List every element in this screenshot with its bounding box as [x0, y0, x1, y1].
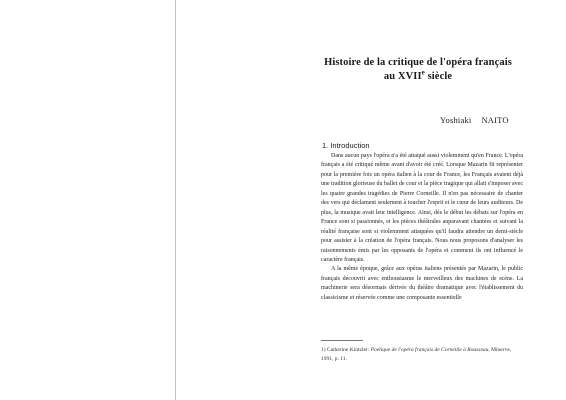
book-spine-line [175, 0, 176, 400]
footnote-author: Catherine Kintzler: [326, 347, 370, 353]
footnote-publisher: Minerve, 1991, p. 11. [321, 347, 512, 362]
author-name [440, 115, 509, 125]
body-text [321, 152, 523, 303]
title-siecle: siècle [424, 71, 453, 82]
title-century: au XVII [383, 71, 422, 82]
title-century-superscript: e [421, 68, 425, 77]
title-line-2 [318, 70, 518, 84]
footnote-divider [321, 340, 363, 341]
section-heading: 1. Introduction [322, 141, 370, 150]
title-line-1: Histoire de la critique de l'opéra français [324, 57, 512, 68]
paragraph-1: Dans aucun pays l'opéra n'a été attaqué aussi violemment qu'en France. L'opéra français a été critiqué même avant d'avoir été créé. Lorsque Mazarin fit représenter pour la première fois un opéra italien à la cour de France, les Français avaient déjà une tradition glorieuse du ballet de cour et la pièce tragique qui allait s'imposer avec les quatre grandes tragédies de Pierre Corneille. Il n'en pas nécessaire de chanter des vers qui déclament seulement à toucher l'esprit et le cœur de leurs auditeurs. De plus, la musique avait leur intelligence. Ainsi, dès le début les débats sur l'opéra en France sont si passionnés, et les pièces théâtrales auparavant chantées et suivant la réalité française sont si violemment attaquées qu'il faudra attendre un demi-siècle pour assister à la création de l'opéra français. Nous nous proposons d'analyser les raisonnements émis par les opposants de l'opéra et comment ils ont influencé le caractère français. [321, 153, 524, 263]
author-first-name: Yoshiaki [440, 115, 472, 125]
author-last-name: NAITO [481, 115, 509, 125]
paragraph-2: A la même époque, grâce aux opéras italiens présentés par Mazarin, le public français découvrit avec enthousiasme le merveilleux des machines de scène. La machinerie sera désormais dérivée du théâtre dramatique avec l'établissement du classicisme et réservée comme une composante essentielle [321, 266, 523, 301]
article-title [318, 56, 518, 84]
footnote-number: 1) [321, 347, 326, 353]
footnote [321, 346, 523, 363]
footnote-title: Poétique de l'opéra français de Corneille à Rousseau, [370, 347, 490, 353]
